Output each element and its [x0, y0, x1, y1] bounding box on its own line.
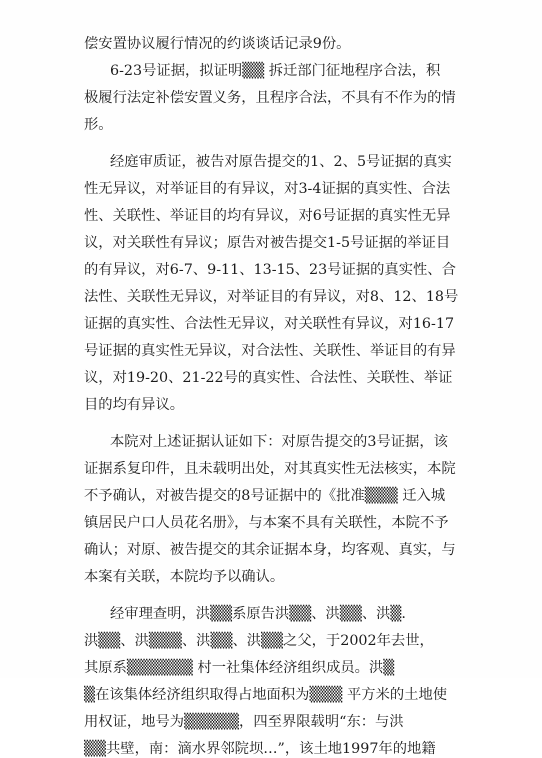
text-line: 6-23号证据，拟证明▒▒ 拆迁部门征地程序合法，积 [110, 63, 441, 79]
text-line: 镇居民户口人员花名册》，与本案不具有关联性，本院不予 [84, 515, 449, 531]
text-line: 经审理查明，洪▒▒系原告洪▒▒、洪▒▒、洪▒. [110, 606, 406, 622]
text-line: 不予确认，对被告提交的8号证据中的《批准▒▒▒ 迁入城 [84, 488, 446, 504]
text-line: 的有异议，对6-7、9-11、13-15、23号证据的真实性、合 [84, 262, 456, 278]
text-line: ▒▒共壁，南：滴水界邻院坝…”，该土地1997年的地籍 [84, 741, 436, 757]
text-line: 目的均有异议。 [84, 397, 185, 413]
text-line: ▒在该集体经济组织取得占地面积为▒▒▒ 平方米的土地使 [84, 687, 448, 703]
text-line: 经庭审质证，被告对原告提交的1、2、5号证据的真实 [110, 154, 452, 170]
text-line: 确认；对原、被告提交的其余证据本身，均客观、真实，与 [84, 542, 456, 558]
text-line: 法性、关联性无异议，对举证目的有异议，对8、12、18号 [84, 289, 459, 305]
text-line: 用权证，地号为▒▒▒▒▒，四至界限载明“东：与洪 [84, 714, 404, 730]
text-line: 其原系▒▒▒▒▒▒ 村一社集体经济组织成员。洪▒ [84, 660, 395, 676]
text-line: 议，对19-20、21-22号的真实性、合法性、关联性、举证 [84, 370, 453, 386]
text-line: 偿安置协议履行情况的约谈谈话记录9份。 [84, 36, 351, 52]
text-line: 本案有关联，本院均予以确认。 [84, 569, 285, 585]
text-line: 洪▒▒、洪▒▒▒、洪▒▒、洪▒▒之父，于2002年去世， [84, 633, 434, 649]
text-line: 形。 [84, 117, 113, 133]
text-line: 本院对上述证据认证如下：对原告提交的3号证据，该 [110, 434, 448, 450]
text-line: 议，对关联性有异议；原告对被告提交1-5号证据的举证目 [84, 235, 451, 251]
text-line: 极履行法定补偿安置义务，且程序合法，不具有不作为的情 [84, 90, 456, 106]
text-line: 性无异议，对举证目的有异议，对3-4证据的真实性、合法 [84, 181, 451, 197]
text-line: 证据的真实性、合法性无异议，对关联性有异议，对16-17 [84, 316, 455, 332]
text-line: 号证据的真实性无异议，对合法性、关联性、举证目的有异 [84, 343, 456, 359]
text-line: 证据系复印件，且未载明出处，对其真实性无法核实，本院 [84, 461, 456, 477]
text-line: 性、关联性、举证目的均有异议，对6号证据的真实性无异 [84, 208, 451, 224]
